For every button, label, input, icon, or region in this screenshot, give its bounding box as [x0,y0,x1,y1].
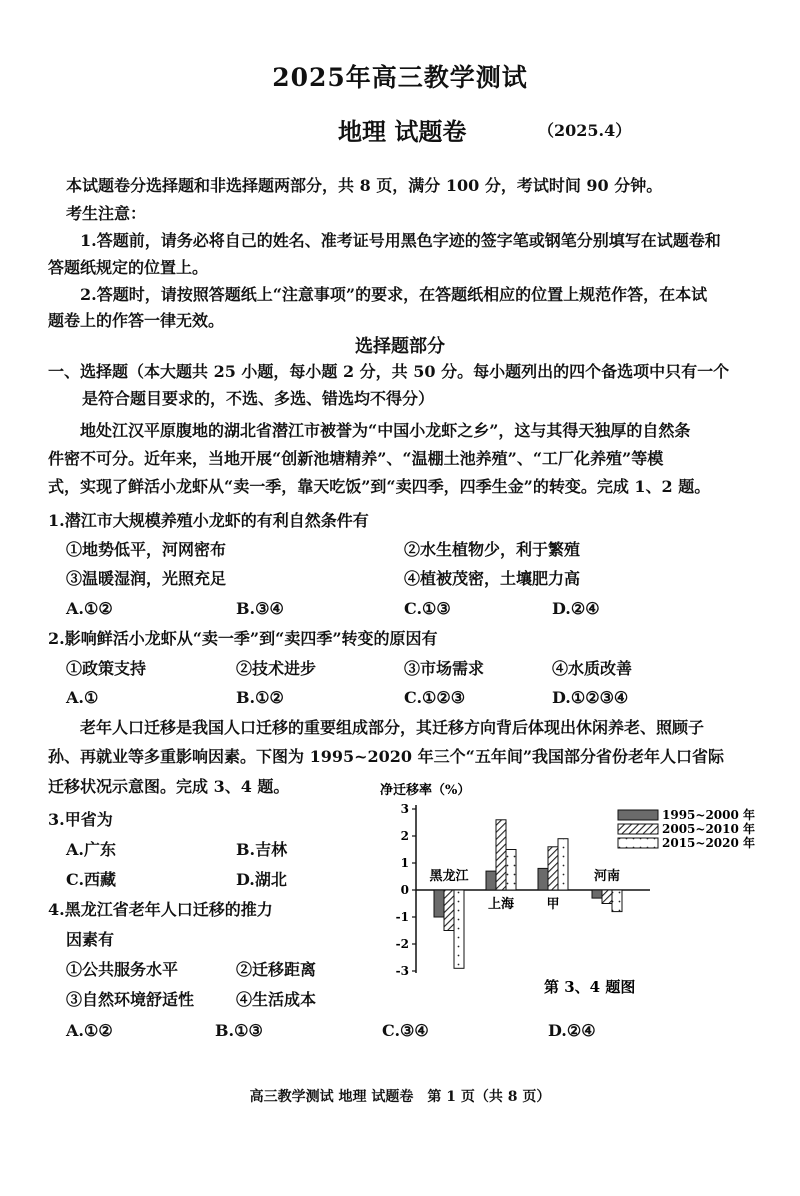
passage2-line2: 孙、再就业等多重影响因素。下图为 1995~2020 年三个“五年间”我国部分省份老年人口省际 [48,747,725,766]
passage1-line3: 式，实现了鲜活小龙虾从“卖一季，靠天吃饭”到“卖四季，四季生金”的转变。完成 1、2 题。 [48,477,711,496]
q1-option-a: A.①② [66,599,113,618]
chart-caption: 第 3、4 题图 [544,978,636,996]
passage2-line1: 老年人口迁移是我国人口迁移的重要组成部分，其迁移方向背后体现出休闲养老、照顾子 [80,718,705,737]
q2-statement-2: ②技术进步 [236,659,317,678]
y-tick-label: 2 [400,829,409,843]
page-footer: 高三教学测试 地理 试题卷 第 1 页（共 8 页） [249,1089,551,1105]
q2-statement-3: ③市场需求 [404,659,485,678]
q4-option-b: B.①③ [215,1021,263,1040]
legend-label-2: 2015~2020 年 [662,836,756,850]
legend-swatch-0 [618,810,658,820]
bar-0-2 [454,890,464,968]
q2-option-d: D.①②③④ [552,688,629,707]
q1-option-b: B.③④ [236,599,284,618]
bar-0-1 [444,890,454,931]
q4-statement-4: ④生活成本 [236,990,317,1009]
q1-statement-1: ①地势低平，河网密布 [66,540,227,559]
q2-statement-4: ④水质改善 [552,659,633,678]
y-tick-label: -3 [395,964,409,978]
q4-option-d: D.②④ [548,1021,596,1040]
legend-label-1: 2005~2010 年 [662,822,756,836]
section-heading-line1: 一、选择题（本大题共 25 小题，每小题 2 分，共 50 分。每小题列出的四个备选项中只有一个 [48,362,730,381]
chart-ylabel: 净迁移率（%） [380,783,471,798]
q1-option-d: D.②④ [552,599,600,618]
y-tick-label: -1 [395,910,409,924]
q4-statement-1: ①公共服务水平 [66,960,179,979]
legend-swatch-2 [618,838,658,848]
bar-3-2 [612,890,622,912]
notice1-line1: 1.答题前，请务必将自己的姓名、准考证号用黑色字迹的签字笔或钢笔分别填写在试题卷和 [80,231,721,250]
category-label: 上海 [487,897,515,912]
q3-stem: 3.甲省为 [48,810,113,829]
section-title: 选择题部分 [355,336,445,357]
q2-option-b: B.①② [236,688,284,707]
q4-statement-3: ③自然环境舒适性 [66,990,195,1009]
passage1-line2: 件密不可分。近年来，当地开展“创新池塘精养”、“温棚土池养殖”、“工厂化养殖”等模 [48,449,664,468]
notice-title: 考生注意： [66,204,147,223]
passage1-line1: 地处江汉平原腹地的湖北省潜江市被誉为“中国小龙虾之乡”，这与其得天独厚的自然条 [80,421,691,440]
q1-stem: 1.潜江市大规模养殖小龙虾的有利自然条件有 [48,511,369,530]
q1-statement-4: ④植被茂密，土壤肥力高 [404,569,581,588]
legend-swatch-1 [618,824,658,834]
q1-option-c: C.①③ [404,599,451,618]
q4-option-c: C.③④ [382,1021,429,1040]
q2-option-c: C.①②③ [404,688,466,707]
bar-2-0 [538,868,548,890]
q2-option-a: A.① [66,688,99,707]
bar-2-1 [548,847,558,890]
q3-option-c: C.西藏 [66,870,117,889]
y-tick-label: 1 [400,856,409,870]
category-label: 河南 [593,869,621,884]
bar-3-0 [592,890,602,898]
category-label: 甲 [546,897,560,912]
y-tick-label: 3 [400,802,409,816]
notice2-line1: 2.答题时，请按照答题纸上“注意事项”的要求，在答题纸相应的位置上规范作答，在本试 [80,285,708,304]
q1-statement-2: ②水生植物少，利于繁殖 [404,540,581,559]
section-heading-line2: 是符合题目要求的，不选、多选、错选均不得分） [82,389,435,408]
bar-2-2 [558,839,568,890]
q1-statement-3: ③温暖湿润，光照充足 [66,569,227,588]
q3-option-d: D.湖北 [236,870,287,889]
q4-statement-2: ②迁移距离 [236,960,317,979]
q2-stem: 2.影响鲜活小龙虾从“卖一季”到“卖四季”转变的原因有 [48,629,438,648]
notice1-line2: 答题纸规定的位置上。 [48,258,209,277]
q3-option-b: B.吉林 [236,840,288,859]
migration-bar-chart [378,780,768,1010]
exam-date: （2025.4） [538,121,632,140]
bar-0-0 [434,890,444,917]
subject-title: 地理 试题卷 [338,117,467,146]
q2-statement-1: ①政策支持 [66,659,147,678]
bar-1-1 [496,820,506,890]
bar-1-0 [486,871,496,890]
q4-stem-line2: 因素有 [66,930,115,949]
y-tick-label: 0 [400,883,409,897]
y-tick-label: -2 [395,937,409,951]
q4-option-a: A.①② [66,1021,113,1040]
bar-1-2 [506,850,516,891]
intro-line: 本试题卷分选择题和非选择题两部分，共 8 页，满分 100 分，考试时间 90 分钟。 [66,176,663,195]
q3-option-a: A.广东 [66,840,116,859]
bar-3-1 [602,890,612,904]
page-title: 2025年高三教学测试 [272,63,528,92]
q4-stem-line1: 4.黑龙江省老年人口迁移的推力 [48,900,273,919]
notice2-line2: 题卷上的作答一律无效。 [48,311,225,330]
category-label: 黑龙江 [429,869,469,884]
legend-label-0: 1995~2000 年 [662,808,756,822]
passage2-line3: 迁移状况示意图。完成 3、4 题。 [48,777,290,796]
